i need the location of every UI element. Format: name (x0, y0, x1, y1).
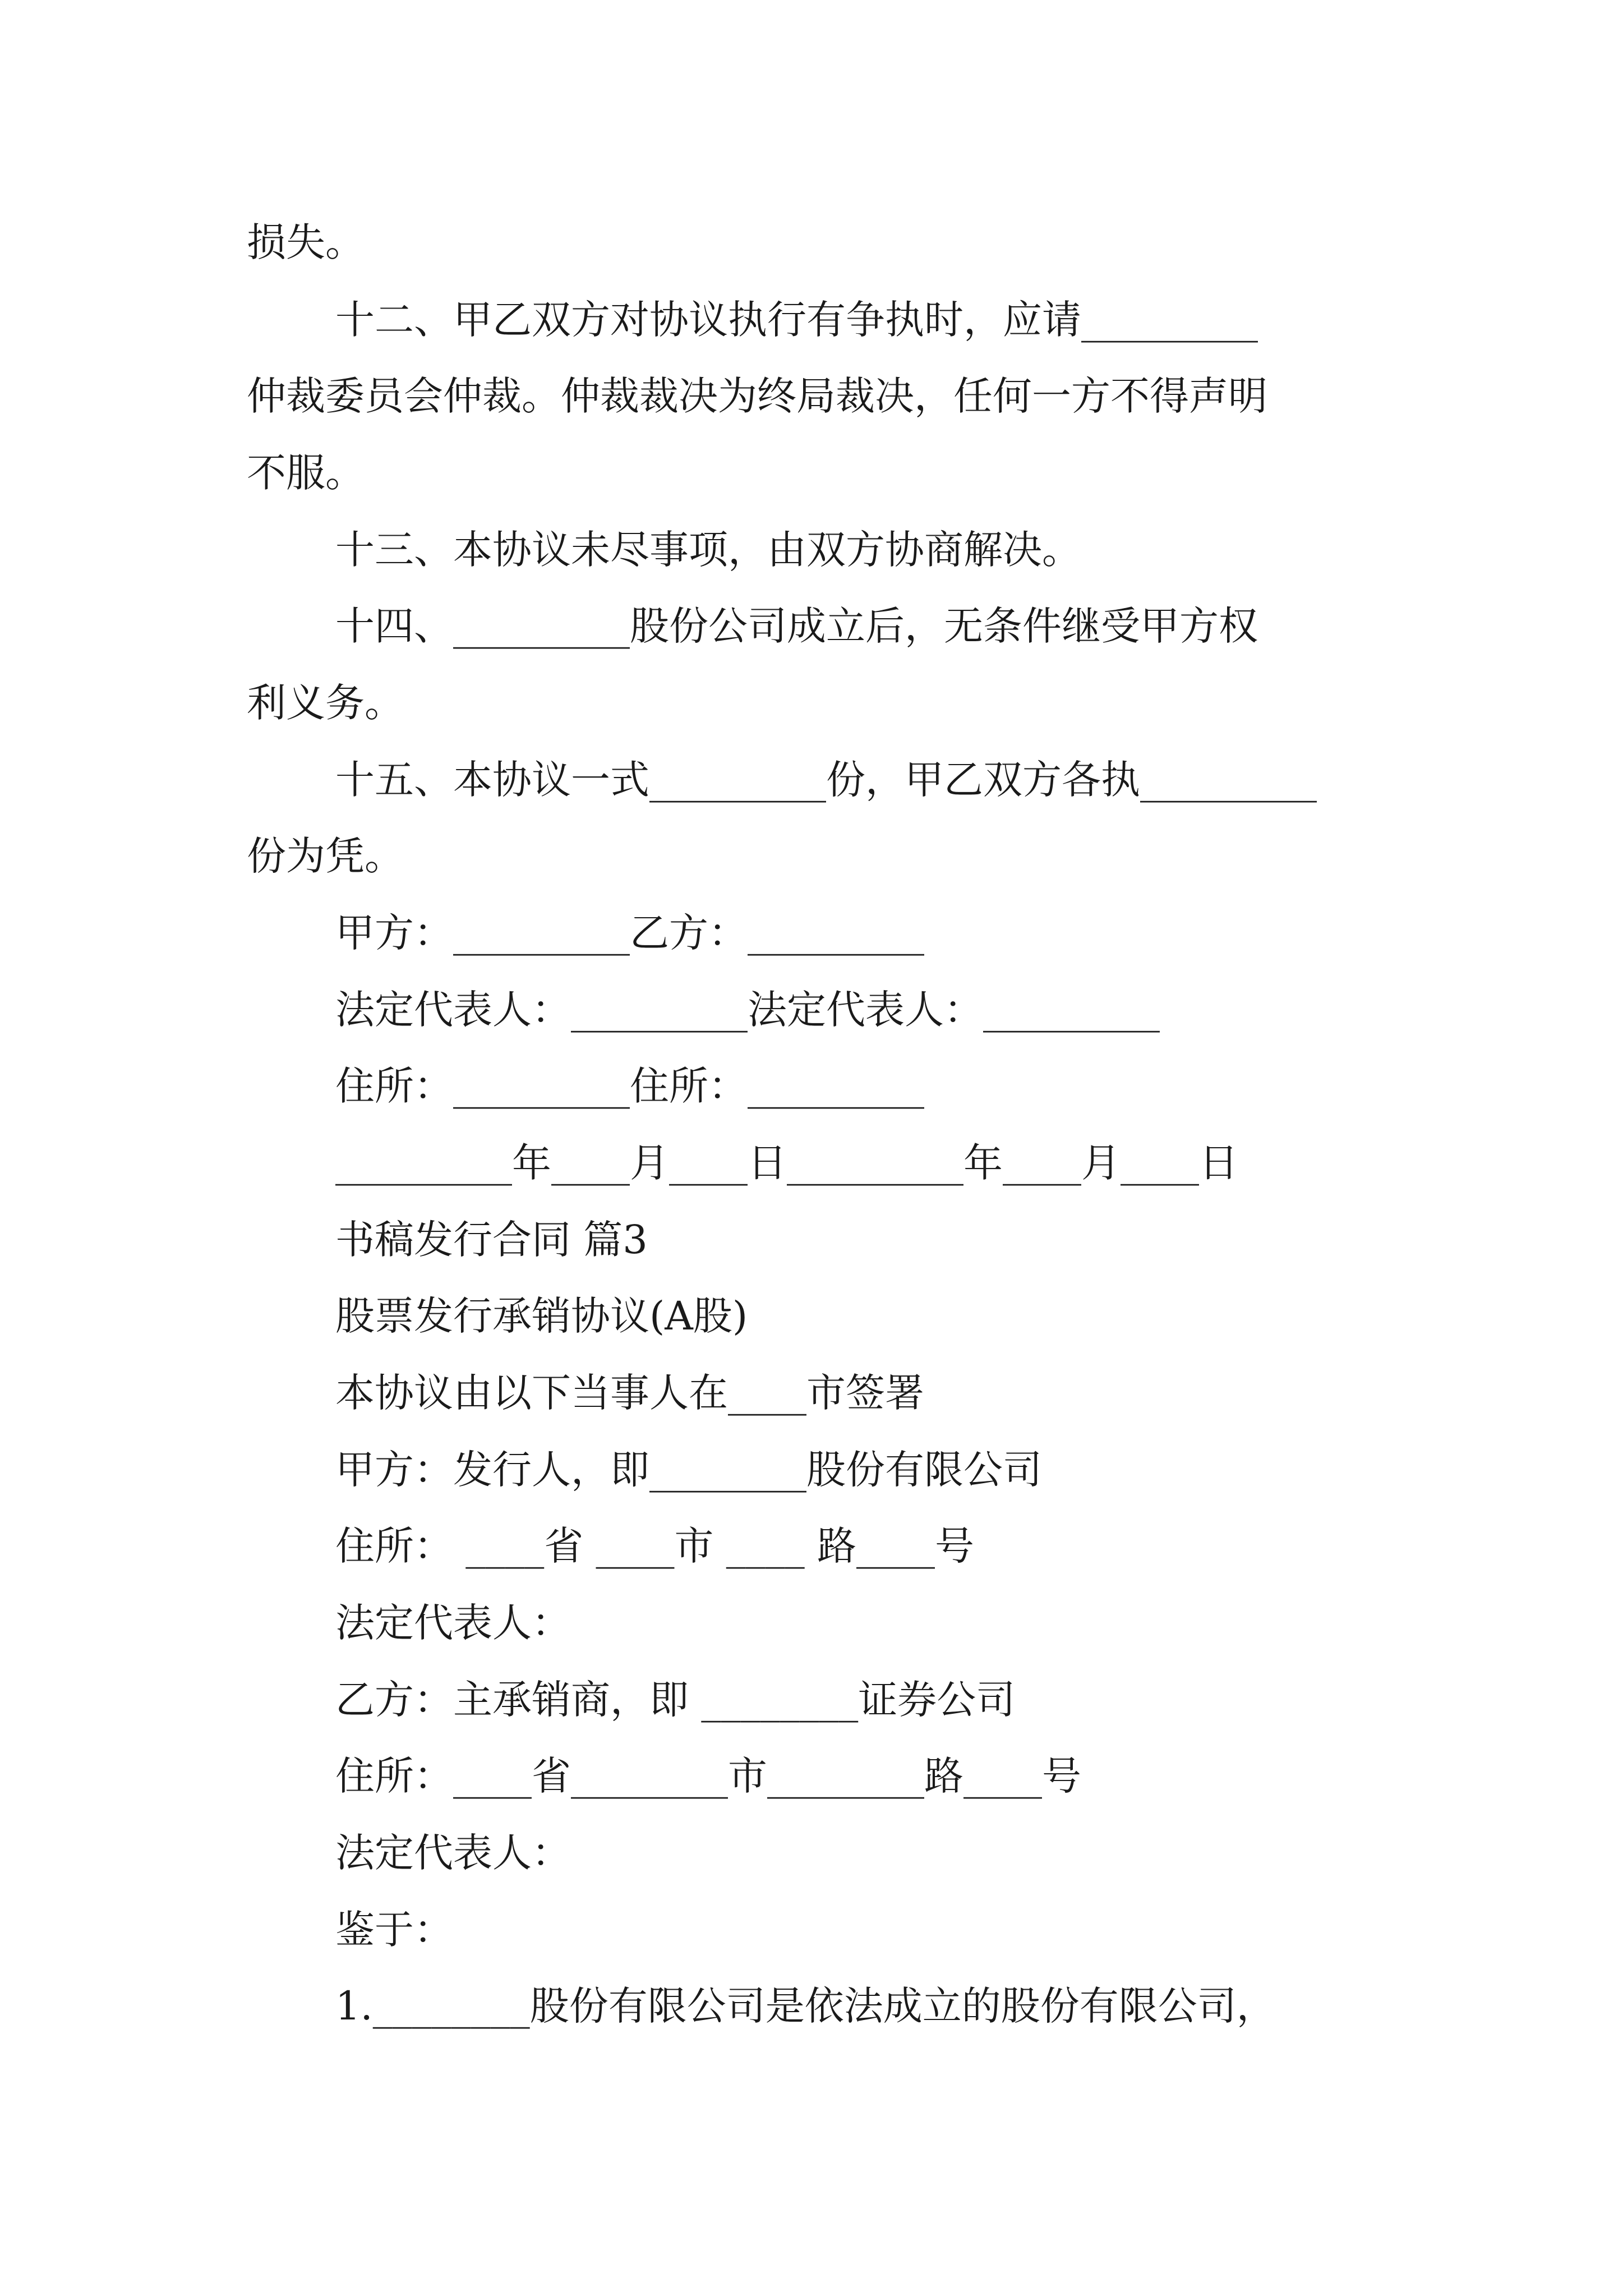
text-line: 利义务。 (247, 680, 404, 726)
text-line: _________年____月____日_________年____月____日 (335, 1140, 1238, 1186)
text-line: 十五、本协议一式_________份，甲乙双方各执_________ (335, 757, 1317, 803)
text-line: 法定代表人：_________法定代表人：_________ (335, 987, 1160, 1033)
text-line: 住所： ____省 ____市 ____ 路____号 (335, 1523, 975, 1569)
text-line: 鉴于： (335, 1907, 453, 1953)
text-line: 十二、甲乙双方对协议执行有争执时，应请_________ (335, 297, 1258, 343)
text-line: 份为凭。 (247, 833, 404, 879)
text-line: 乙方：主承销商，即 ________证券公司 (335, 1677, 1016, 1723)
text-line: 住所：_________住所：_________ (335, 1063, 924, 1109)
text-line: 法定代表人： (335, 1600, 571, 1646)
text-line: 本协议由以下当事人在____市签署 (335, 1370, 924, 1416)
text-line: 不服。 (247, 450, 365, 496)
text-line: 十三、本协议未尽事项，由双方协商解决。 (335, 527, 1081, 573)
text-line: 法定代表人： (335, 1830, 571, 1876)
text-line: 甲方：_________乙方：_________ (335, 910, 924, 956)
text-line: 1.________股份有限公司是依法成立的股份有限公司， (335, 1983, 1276, 2029)
section-title: 股票发行承销协议(A股) (335, 1293, 748, 1339)
text-line: 仲裁委员会仲裁。仲裁裁决为终局裁决，任何一方不得声明 (247, 373, 1267, 419)
text-line: 住所：____省________市________路____号 (335, 1753, 1081, 1799)
section-heading: 书稿发行合同 篇3 (335, 1217, 648, 1263)
text-line: 损失。 (247, 219, 365, 265)
text-line: 甲方：发行人，即________股份有限公司 (335, 1447, 1042, 1493)
text-line: 十四、_________股份公司成立后，无条件继受甲方权 (335, 603, 1258, 649)
